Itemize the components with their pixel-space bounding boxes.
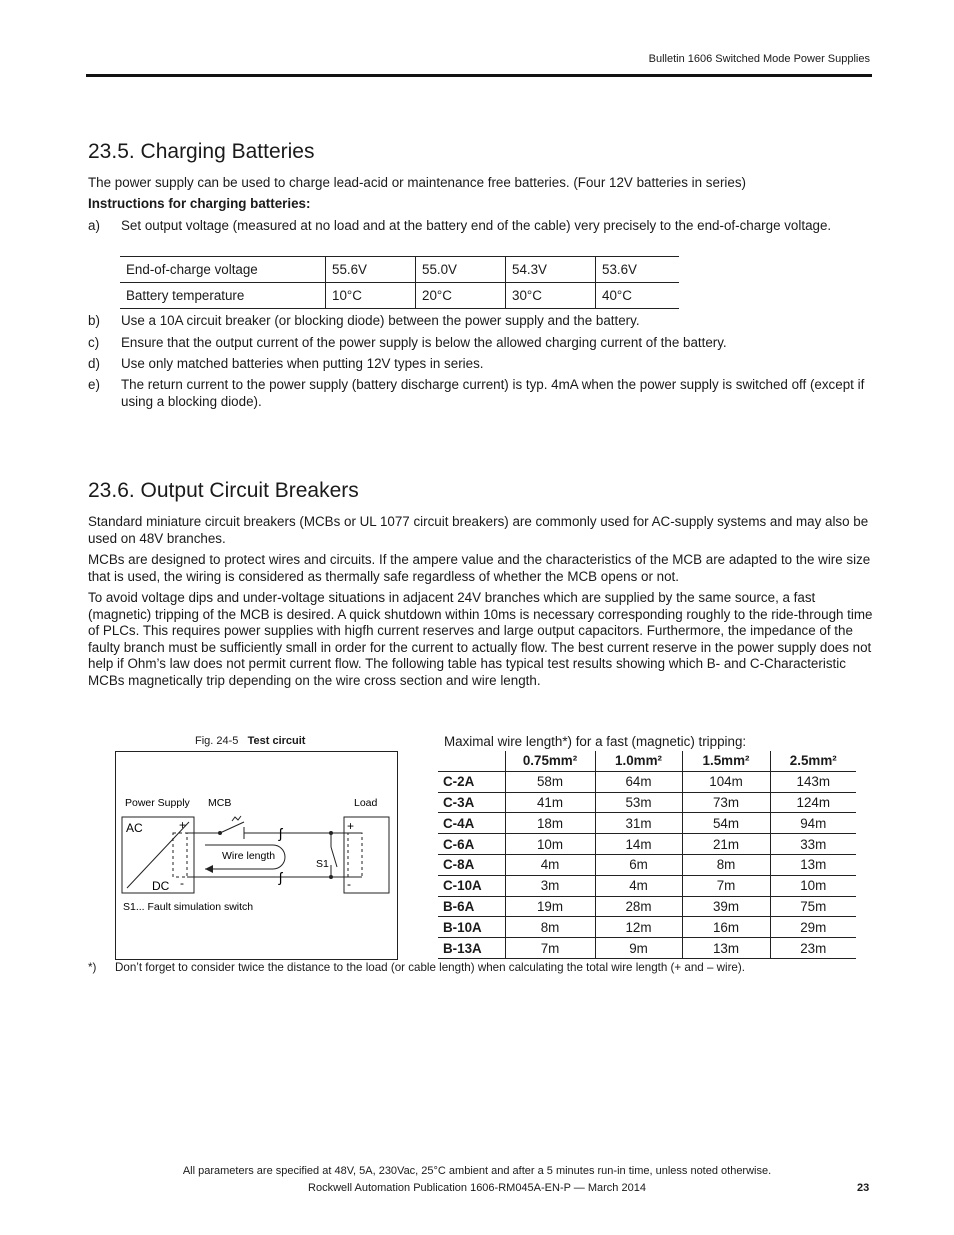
wire-length-label: Wire length	[222, 850, 276, 862]
wire-length-cell: 53m	[595, 792, 682, 813]
charge-table-cell: 54.3V	[506, 257, 596, 283]
charge-table-row	[120, 257, 679, 283]
charge-table-cell: 40°C	[596, 283, 680, 309]
wire-length-cell: 10m	[770, 875, 856, 896]
wire-length-cell: 4m	[505, 854, 595, 875]
section-title-charging: 23.5. Charging Batteries	[88, 140, 315, 163]
header-rule	[86, 74, 872, 77]
instruction-item	[88, 356, 878, 373]
charge-table-cell: 20°C	[416, 283, 506, 309]
wire-length-cell: 28m	[595, 896, 682, 917]
mcb-label: MCB	[208, 797, 232, 809]
instruction-letter: d)	[88, 356, 100, 371]
mcb-type-label: B-6A	[438, 896, 505, 917]
charge-table-label: Battery temperature	[120, 283, 326, 309]
wire-length-cell: 54m	[682, 813, 770, 834]
wire-table-header: 1.5mm²	[682, 751, 770, 771]
wire-length-arrowhead	[205, 865, 213, 873]
charge-table-label: End-of-charge voltage	[120, 257, 326, 283]
wire-length-cell: 13m	[770, 854, 856, 875]
wire-table-row	[438, 854, 856, 875]
mcb-type-label: C-4A	[438, 813, 505, 834]
psu-minus: -	[180, 876, 184, 890]
s1-label: S1	[316, 858, 329, 870]
wire-break-top: ʃ	[279, 825, 283, 841]
wire-length-cell: 8m	[505, 917, 595, 938]
instruction-letter: c)	[88, 335, 100, 350]
test-circuit-diagram	[115, 751, 399, 961]
figure-caption	[195, 735, 305, 747]
instruction-letter: e)	[88, 377, 100, 392]
wire-table-header: 1.0mm²	[595, 751, 682, 771]
wire-table-row	[438, 938, 856, 959]
load-dashed-inner	[348, 833, 362, 877]
wire-length-cell: 58m	[505, 771, 595, 792]
charge-table-cell: 55.6V	[326, 257, 416, 283]
wire-length-cell: 104m	[682, 771, 770, 792]
figure-title: Test circuit	[247, 735, 306, 747]
wire-length-cell: 33m	[770, 834, 856, 855]
breakers-para-2: MCBs are designed to protect wires and circuits. If the ampere value and the characteristics of the MCB are adapted to the wire size that is used, the wiring is considered as thermally safe regardless of whether the MCB opens or not.	[88, 552, 871, 584]
wire-table-header: 2.5mm²	[770, 751, 856, 771]
charge-table-cell: 10°C	[326, 283, 416, 309]
charge-table-cell: 55.0V	[416, 257, 506, 283]
wire-length-cell: 29m	[770, 917, 856, 938]
fault-switch-note: S1... Fault simulation switch	[123, 901, 254, 913]
wire-length-cell: 6m	[595, 854, 682, 875]
mcb-type-label: C-2A	[438, 771, 505, 792]
load-plus: +	[347, 819, 355, 833]
power-supply-label: Power Supply	[125, 797, 190, 809]
mcb-switch-blade	[220, 822, 244, 833]
mcb-type-label: C-3A	[438, 792, 505, 813]
wire-length-cell: 16m	[682, 917, 770, 938]
footer-publication: Rockwell Automation Publication 1606-RM045A-EN-P — March 2014	[308, 1182, 646, 1194]
wire-length-cell: 75m	[770, 896, 856, 917]
wire-length-cell: 14m	[595, 834, 682, 855]
psu-plus: +	[179, 818, 187, 832]
mcb-type-label: C-8A	[438, 854, 505, 875]
item-a-text: Set output voltage (measured at no load and at the battery end of the cable) very precisely to the end-of-charge voltage.	[121, 218, 832, 233]
instruction-item	[88, 313, 878, 330]
mcb-trip-mark	[232, 816, 241, 821]
running-header: Bulletin 1606 Switched Mode Power Supplies	[648, 53, 870, 65]
charging-intro: The power supply can be used to charge lead-acid or maintenance free batteries. (Four 12V batteries in series)	[88, 175, 746, 190]
wire-length-cell: 18m	[505, 813, 595, 834]
wire-table-row	[438, 875, 856, 896]
instruction-text: Use only matched batteries when putting 12V types in series.	[121, 356, 484, 371]
psu-dashed-inner	[173, 833, 187, 877]
page-number: 23	[857, 1182, 870, 1194]
wire-length-cell: 7m	[505, 938, 595, 959]
wire-table-row	[438, 771, 856, 792]
s1-blade	[331, 847, 337, 867]
wire-table-row	[438, 813, 856, 834]
wire-length-cell: 13m	[682, 938, 770, 959]
wire-length-cell: 8m	[682, 854, 770, 875]
wire-length-table	[438, 751, 856, 959]
footer-conditions: All parameters are specified at 48V, 5A, 230Vac, 25°C ambient and after a 5 minutes run-in time, unless noted otherwise.	[182, 1165, 772, 1177]
load-minus: -	[347, 877, 351, 891]
mcb-type-label: C-6A	[438, 834, 505, 855]
charge-table-cell: 30°C	[506, 283, 596, 309]
mcb-type-label: B-13A	[438, 938, 505, 959]
dc-label: DC	[152, 879, 170, 893]
instructions-heading: Instructions for charging batteries:	[88, 196, 311, 211]
breakers-para-3: To avoid voltage dips and under-voltage situations in adjacent 24V branches which are supplied by the same source, a fast (magnetic) tripping of the MCB is desired. A quick shutdown within 10ms is necessary corresponding roughly to the ride-through time of PLCs. This requires power supplies with higfh current reserves and large output capacitors. Furthermore, the impedance of the faulty branch must be sufficiently small in order for the current to actually flow. The best current reserve in the power supply does not help if Ohm’s law does not permit current flow. The following table has typical test results showing which B- and C-Characteristic MCBs magnetically trip depending on the wire cross section and wire length.	[88, 590, 873, 688]
instruction-item	[88, 377, 878, 410]
wire-length-cell: 12m	[595, 917, 682, 938]
wire-table-header	[438, 751, 505, 771]
wire-length-cell: 31m	[595, 813, 682, 834]
wire-length-cell: 21m	[682, 834, 770, 855]
wire-length-cell: 73m	[682, 792, 770, 813]
charge-table-cell: 53.6V	[596, 257, 680, 283]
instruction-letter: b)	[88, 313, 100, 328]
mcb-type-label: C-10A	[438, 875, 505, 896]
wire-length-cell: 39m	[682, 896, 770, 917]
instruction-text: Use a 10A circuit breaker (or blocking diode) between the power supply and the battery.	[121, 313, 640, 328]
wire-table-row	[438, 834, 856, 855]
charge-voltage-table	[120, 256, 679, 309]
wire-length-cell: 41m	[505, 792, 595, 813]
wire-length-cell: 9m	[595, 938, 682, 959]
figure-label: Fig. 24-5	[195, 735, 239, 747]
mcb-type-label: B-10A	[438, 917, 505, 938]
footnote-mark: *)	[88, 961, 97, 974]
wire-length-cell: 4m	[595, 875, 682, 896]
wire-length-cell: 143m	[770, 771, 856, 792]
footnote-text: Don’t forget to consider twice the distance to the load (or cable length) when calculating the total wire length (+ and – wire).	[115, 961, 745, 974]
instruction-item	[88, 335, 878, 352]
wire-table-row	[438, 917, 856, 938]
breakers-para-1: Standard miniature circuit breakers (MCBs or UL 1077 circuit breakers) are commonly used for AC-supply systems and may also be used on 48V branches.	[88, 514, 869, 546]
wire-table-row	[438, 896, 856, 917]
charge-table-row	[120, 283, 679, 309]
item-a-letter: a)	[88, 218, 100, 233]
wire-length-cell: 7m	[682, 875, 770, 896]
wire-length-cell: 94m	[770, 813, 856, 834]
wire-break-bottom: ʃ	[279, 869, 283, 885]
wire-length-cell: 23m	[770, 938, 856, 959]
wire-table-header: 0.75mm²	[505, 751, 595, 771]
wire-table-caption: Maximal wire length*) for a fast (magnetic) tripping:	[444, 734, 747, 749]
wire-length-cell: 124m	[770, 792, 856, 813]
ac-label: AC	[126, 821, 143, 835]
section-title-breakers: 23.6. Output Circuit Breakers	[88, 479, 359, 502]
wire-table-row	[438, 792, 856, 813]
instruction-text: Ensure that the output current of the power supply is below the allowed charging current of the battery.	[121, 335, 727, 350]
load-label: Load	[354, 797, 378, 809]
wire-length-cell: 19m	[505, 896, 595, 917]
wire-length-cell: 10m	[505, 834, 595, 855]
wire-length-cell: 64m	[595, 771, 682, 792]
instruction-text: The return current to the power supply (battery discharge current) is typ. 4mA when the power supply is switched off (except if using a blocking diode).	[121, 377, 865, 409]
wire-length-cell: 3m	[505, 875, 595, 896]
